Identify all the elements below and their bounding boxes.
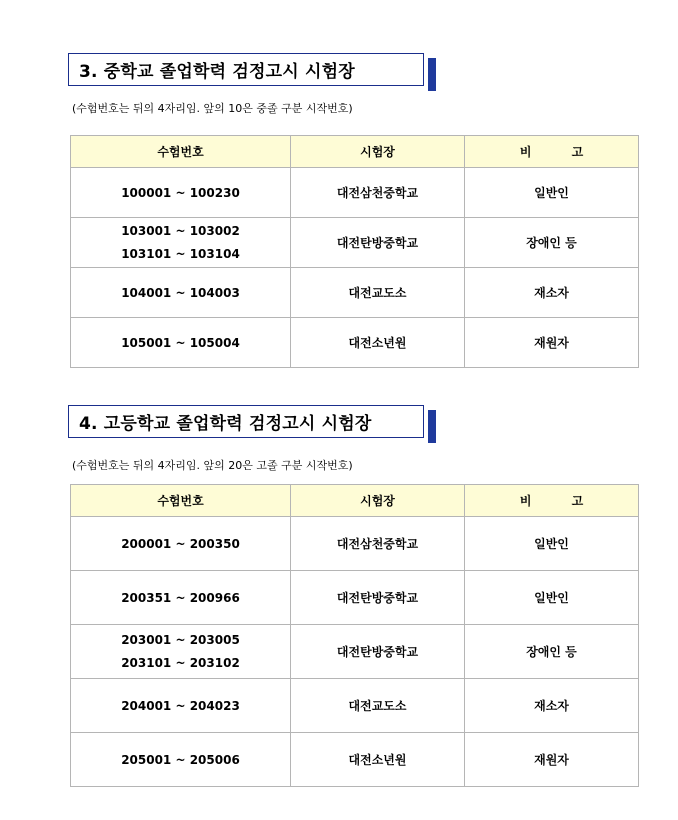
header-remark: 비 고 (465, 485, 639, 517)
remark-cell: 일반인 (465, 571, 639, 625)
table-row (71, 218, 639, 268)
table-row (71, 625, 639, 679)
exam-number-cell: 103001 ~ 103002 103101 ~ 103104 (71, 218, 291, 268)
venue-cell: 대전삼천중학교 (291, 517, 465, 571)
table-header-row (71, 485, 639, 517)
exam-number-cell: 203001 ~ 203005 203101 ~ 203102 (71, 625, 291, 679)
title-shadow (428, 410, 436, 443)
high-school-venue-table (70, 484, 639, 787)
remark-cell: 장애인 등 (465, 625, 639, 679)
exam-number-cell: 104001 ~ 104003 (71, 268, 291, 318)
remark-cell: 장애인 등 (465, 218, 639, 268)
exam-number-cell: 205001 ~ 205006 (71, 733, 291, 787)
table-row (71, 318, 639, 368)
table-row (71, 168, 639, 218)
exam-number-cell: 204001 ~ 204023 (71, 679, 291, 733)
section-title: 4. 고등학교 졸업학력 검정고시 시험장 (79, 414, 372, 434)
exam-number-cell: 200001 ~ 200350 (71, 517, 291, 571)
venue-cell: 대전탄방중학교 (291, 218, 465, 268)
venue-cell: 대전교도소 (291, 679, 465, 733)
venue-cell: 대전소년원 (291, 733, 465, 787)
middle-school-venue-table (70, 135, 639, 368)
header-remark: 비 고 (465, 136, 639, 168)
remark-cell: 일반인 (465, 517, 639, 571)
remark-cell: 일반인 (465, 168, 639, 218)
section-note: (수험번호는 뒤의 4자리임. 앞의 10은 중졸 구분 시작번호) (72, 102, 353, 115)
table-row (71, 679, 639, 733)
title-frame (68, 405, 424, 438)
remark-cell: 재원자 (465, 318, 639, 368)
venue-cell: 대전삼천중학교 (291, 168, 465, 218)
section-title: 3. 중학교 졸업학력 검정고시 시험장 (79, 62, 355, 82)
venue-cell: 대전소년원 (291, 318, 465, 368)
exam-number-cell: 100001 ~ 100230 (71, 168, 291, 218)
exam-number-cell: 200351 ~ 200966 (71, 571, 291, 625)
title-frame (68, 53, 424, 86)
remark-cell: 재소자 (465, 268, 639, 318)
header-exam-number: 수험번호 (71, 485, 291, 517)
table-header-row (71, 136, 639, 168)
table-row (71, 733, 639, 787)
header-venue: 시험장 (291, 136, 465, 168)
table-row (71, 571, 639, 625)
remark-cell: 재소자 (465, 679, 639, 733)
venue-cell: 대전탄방중학교 (291, 625, 465, 679)
header-exam-number: 수험번호 (71, 136, 291, 168)
exam-number-cell: 105001 ~ 105004 (71, 318, 291, 368)
venue-cell: 대전교도소 (291, 268, 465, 318)
table-row (71, 268, 639, 318)
remark-cell: 재원자 (465, 733, 639, 787)
header-venue: 시험장 (291, 485, 465, 517)
title-shadow (428, 58, 436, 91)
section-note: (수험번호는 뒤의 4자리임. 앞의 20은 고졸 구분 시작번호) (72, 459, 353, 472)
table-row (71, 517, 639, 571)
venue-cell: 대전탄방중학교 (291, 571, 465, 625)
